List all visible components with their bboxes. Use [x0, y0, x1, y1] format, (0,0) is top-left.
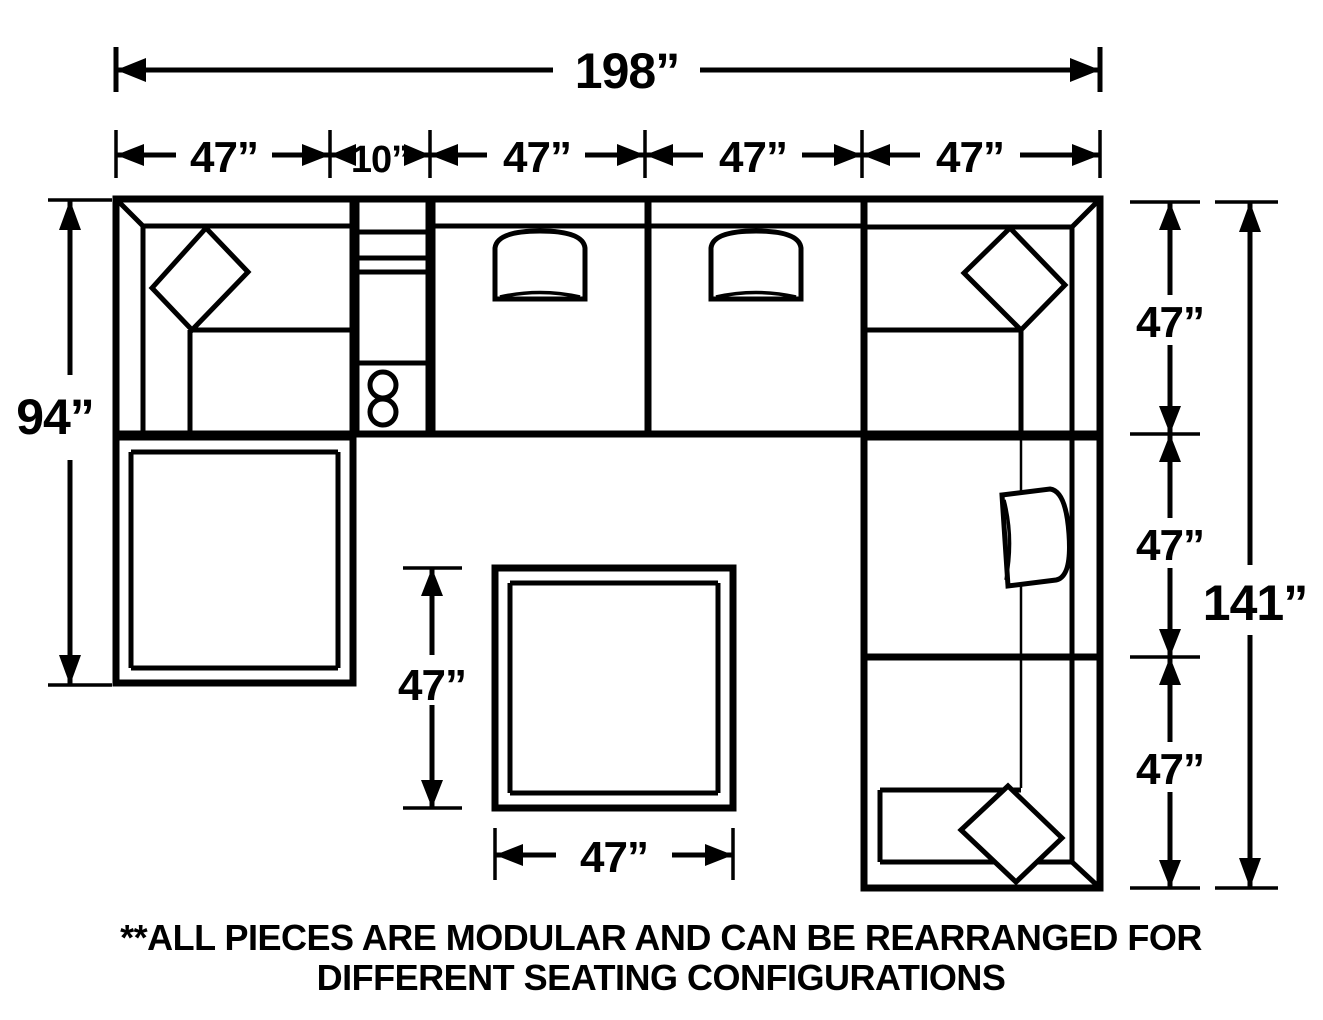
top-segment-2-label: 10” — [350, 139, 410, 181]
ottoman-width-dimension — [495, 828, 733, 882]
ottoman-piece — [495, 568, 733, 808]
left-chaise-arm-seat — [116, 199, 353, 434]
right-corner-seat — [864, 199, 1100, 434]
ottoman-height-dimension — [398, 568, 466, 808]
ottoman-width-label: 47” — [580, 833, 648, 882]
console-piece — [356, 199, 429, 434]
right-segment-3-label: 47” — [1136, 745, 1204, 794]
top-segment-3-label: 47” — [503, 133, 571, 182]
top-segment-4-label: 47” — [719, 133, 787, 182]
ottoman-height-label: 47” — [398, 661, 466, 710]
left-chaise-extension — [116, 437, 353, 683]
right-middle-seat — [864, 437, 1100, 657]
right-overall-height-label: 141” — [1202, 575, 1308, 631]
right-segment-dimensions — [1130, 202, 1204, 888]
right-segment-1-label: 47” — [1136, 298, 1204, 347]
left-height-label: 94” — [16, 389, 94, 445]
top-segment-5-label: 47” — [936, 133, 1004, 182]
armless-seat-1 — [432, 199, 648, 434]
right-end-seat — [864, 657, 1100, 888]
modular-note-line-1: **ALL PIECES ARE MODULAR AND CAN BE REARRANGED FOR — [120, 917, 1202, 958]
left-height-dimension — [16, 200, 112, 685]
top-segment-dimensions — [116, 130, 1100, 182]
right-segment-2-label: 47” — [1136, 521, 1204, 570]
overall-width-label: 198” — [574, 43, 680, 99]
right-overall-height-dimension — [1203, 202, 1307, 888]
modular-note-line-2: DIFFERENT SEATING CONFIGURATIONS — [316, 957, 1006, 998]
overall-width-dimension — [116, 43, 1100, 99]
armless-seat-2 — [648, 199, 864, 434]
top-segment-1-label: 47” — [190, 133, 258, 182]
